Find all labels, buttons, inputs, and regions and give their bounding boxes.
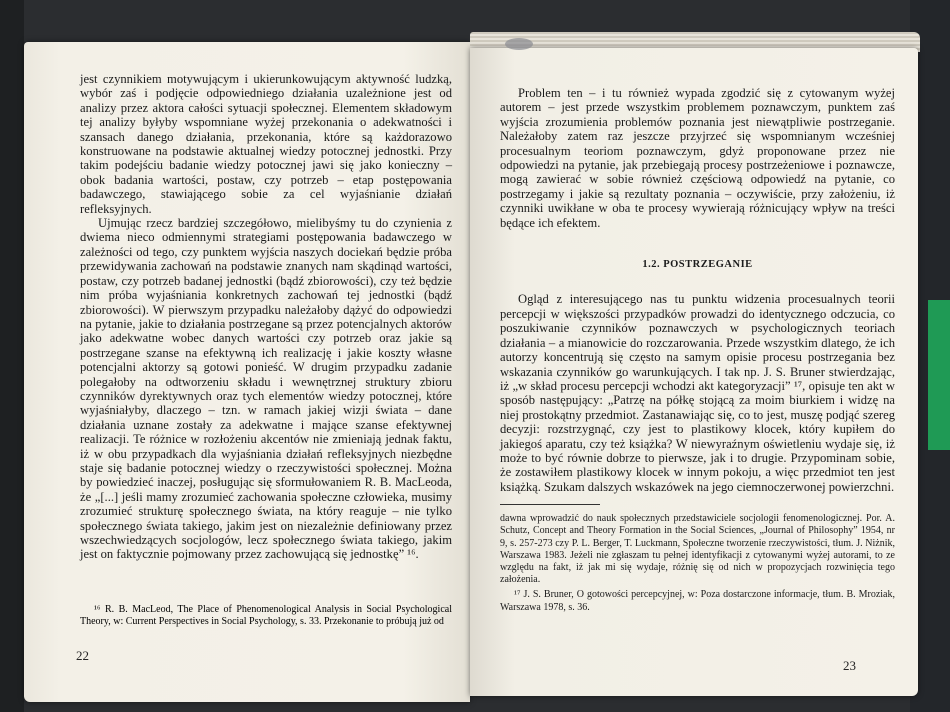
- footnote-16-continuation: dawna wprowadzić do nauk społecznych przedstawiciele socjologii fenomenologicznej. Por. A. Schutz, Concept and Theory Formation in the Social Sciences, „Journal of Philosophy” 1954, nr 9, s. 257-273 czy P. L. Berger, T. Luckmann, Społeczne tworzenie rzeczywistości, tłum. J. Niżnik, Warszawa 1983. Jeżeli nie zgłaszam tu pełnej identyfikacji z cytowanymi wyżej autorami, to ze względu na fakt, iż jak mi się wydaje, różnię się od nich w propozycjach rozwinięcia tego założenia.: [500, 513, 895, 586]
- footnote-16: ¹⁶ R. B. MacLeod, The Place of Phenomenological Analysis in Social Psychological Theory, w: Current Perspectives in Social Psychology, s. 33. Przekonanie to próbują już od: [80, 604, 452, 628]
- left-paragraph-2: Ujmując rzecz bardziej szczegółowo, mielibyśmy tu do czynienia z dwiema nieco odmiennymi strategiami postępowania badawczego w zależności od tego, czy punktem wyjścia naszych dociekań będzie próba przewidywania zachowań na podstawie znanych nam skądinąd wartości, postaw, czy potrzeb badanej jednostki (bądź zbiorowości), czy też będzie nim próba wyjaśniania konkretnych zachowań tej jednostki (bądź zbiorowości). W pierwszym przypadku należałoby dążyć do odpowiedzi na pytanie, jakie to działania postrzegane są przez potencjalnych aktorów jako adekwatne wobec danych wartości czy potrzeb oraz jakie są postrzegane szanse na efektywną ich realizację i jakie koszty własne potencjalni aktorzy są gotowi ponieść. W drugim przypadku zadanie polegałoby na odtworzeniu składu i wewnętrznej struktury zbioru czynników dyrektywnych oraz tych elementów wiedzy potocznej, które wyjaśniałyby, dlaczego – tzn. w ramach jakiej wizji świata – dane działania uznane zostały za adekwatne i mające szanse efektywnej realizacji. Te różnice w rozłożeniu akcentów nie zmieniają jednak faktu, iż w obu przypadkach dla wyjaśniania działań refleksyjnych niezbędne staje się badanie potocznej wiedzy o rzeczywistości społecznej. Można by powiedzieć inaczej, posługując się sformułowaniem R. B. MacLeoda, że „[...] jeśli mamy zrozumieć zachowania społeczne człowieka, musimy zrozumieć strukturę społecznego świata, na który reaguje – nie tylko społecznego świata takiego, jakim jest on niezależnie definiowany przez wszechwiedzących socjologów, lecz społecznego świata takiego, jakim jest on faktycznie pojmowany przez zachowującą się jednostkę” ¹⁶.: [80, 216, 452, 562]
- section-heading: 1.2. POSTRZEGANIE: [642, 259, 753, 271]
- footnote-rule: [500, 504, 600, 505]
- footnote-17: ¹⁷ J. S. Bruner, O gotowości percepcyjnej, w: Poza dostarczone informacje, tłum. B. Mroziak, Warszawa 1978, s. 36.: [500, 589, 895, 613]
- left-page-body: [80, 72, 452, 562]
- left-paragraph-1: jest czynnikiem motywującym i ukierunkowującym aktywność ludzką, wybór zaś i podjęcie odpowiedniego działania uzależnione jest od analizy przez aktora całości sytuacji społecznej. Elementem składowym tej analizy byłyby wspomniane wyżej przekonania o adekwatności i szansach danego działania, przekonania, które są każdorazowo konstruowane na podstawie aktualnej wiedzy potocznej jednostki. Przy takim podejściu badanie wiedzy potocznej jawi się jako konieczny – obok badania wartości, postaw, czy potrzeb – etap postępowania badawczego, stawiającego sobie za cel wyjaśnianie działań refleksyjnych.: [80, 72, 452, 216]
- dark-background-left: [0, 0, 24, 712]
- right-page-body: [500, 86, 895, 617]
- library-stamp-icon: [505, 38, 533, 50]
- green-bookmark-strip: [928, 300, 950, 450]
- left-footnotes: [80, 604, 452, 631]
- right-page: [470, 48, 918, 696]
- page-number-left: 22: [76, 648, 89, 663]
- right-paragraph-1: Problem ten – i tu również wypada zgodzić się z cytowanym wyżej autorem – jest przede wszystkim problemem poznawczym, punktem zaś wyjścia zrozumienia problemów poznania jest niewątpliwie postrzeganie. Należałoby zatem raz jeszcze przyjrzeć się wspomnianym wcześniej procesualnym teoriom poznawczym, gdyż proponowane przez nie odpowiedzi na pytanie, jak przebiegają procesy postrzeżeniowe i poznawcze, mogą zawierać w sobie również częściową odpowiedź na pytanie, co postrzegamy i jakie są rezultaty poznania – oczywiście, przy założeniu, iż czynniki uwikłane w oba te procesy wywierają różnicujący wpływ na treści będące ich efektem.: [500, 86, 895, 230]
- page-number-right: 23: [843, 658, 856, 673]
- right-footnotes: [500, 513, 895, 614]
- right-paragraph-2: Ogląd z interesującego nas tu punktu widzenia procesualnych teorii percepcji w większości przypadków prowadzi do identycznego odczucia, co poszukiwanie czynników poznawczych w psychologicznych teoriach działania – a mianowicie do rozczarowania. Przede wszystkim dlatego, że ich autorzy koncentrują się często na samym opisie procesu postrzegania bez wskazania czynników go warunkujących. I tak np. J. S. Bruner stwierdzając, iż „w skład procesu percepcji wchodzi akt kategoryzacji” ¹⁷, opisuje ten akt w sposób następujący: „Patrzę na półkę stojącą za moim biurkiem i widzę na niej prostokątny przedmiot. Zastanawiając się, co to jest, muszę podjąć szereg decyzji: rozstrzygnąć, czy jest to plastikowy klocek, który kupiłem do jakiegoś aparatu, czy też książka? W niewyraźnym oświetleniu wydaje się, iż może to być równie dobrze to pierwsze, jak i to drugie. Przypominam sobie, że zostawiłem plastikowy klocek w innym pokoju, a więc przedmiot ten jest książką. Szukam dalszych wskazówek na jego ciemnoczerwonej powierzchni.: [500, 292, 895, 494]
- left-page: [24, 42, 470, 702]
